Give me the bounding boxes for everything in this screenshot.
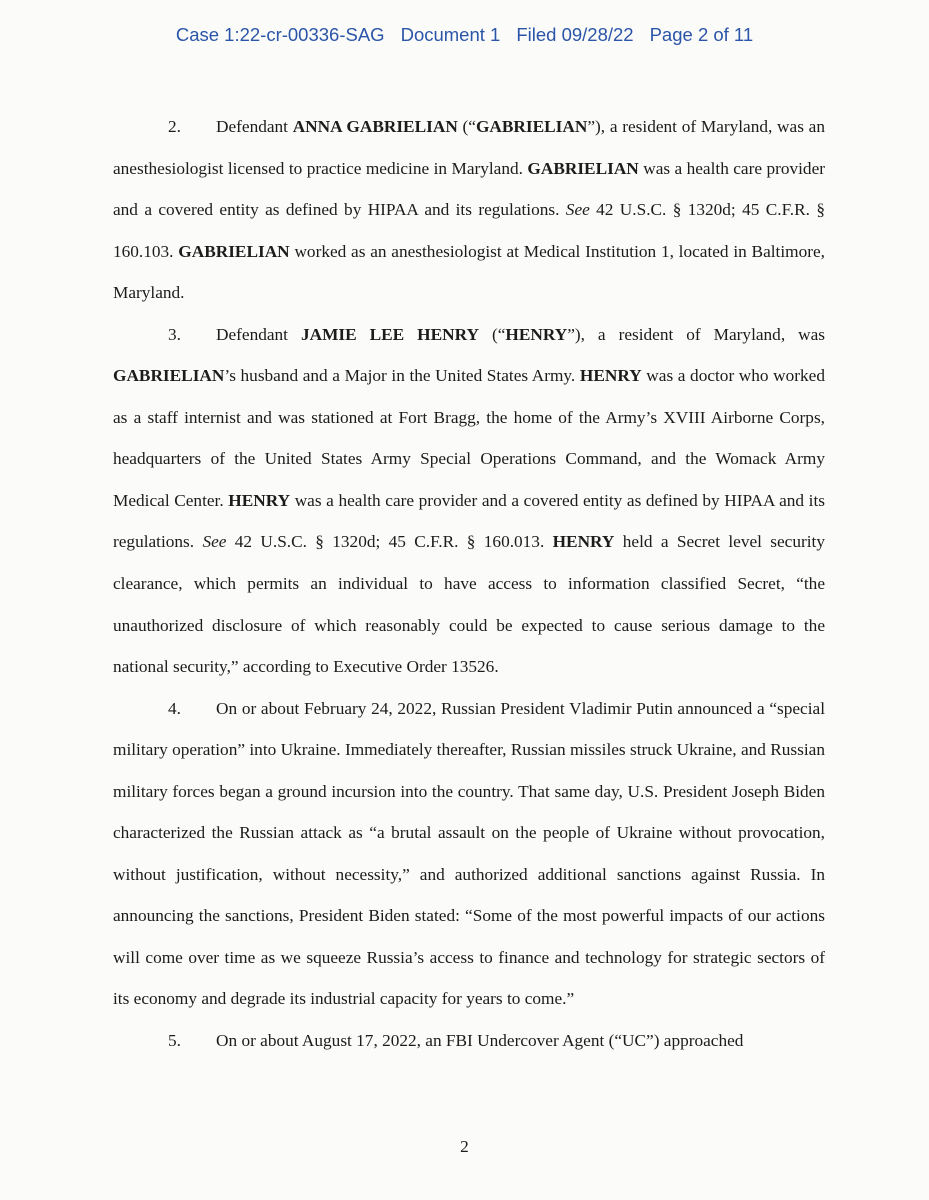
bold-name-text: GABRIELIAN [178, 241, 290, 261]
bold-name-text: GABRIELIAN [527, 158, 639, 178]
paragraph-text: On or about August 17, 2022, an FBI Undercover Agent (“UC”) approached [216, 1031, 744, 1051]
paragraph-text: Defendant [216, 117, 293, 136]
citation-signal: See [565, 200, 590, 220]
paragraph-text: (“ [457, 117, 476, 136]
numbered-paragraph [113, 314, 825, 688]
bold-name-text: HENRY [579, 366, 642, 386]
court-filing-header [0, 24, 929, 46]
citation-signal: See [202, 532, 227, 552]
paragraph-text: 42 U.S.C. § 1320d; 45 C.F.R. § 160.103. [113, 200, 825, 261]
numbered-paragraph [113, 106, 825, 314]
case-number: Case 1:22-cr-00336-SAG [175, 24, 385, 45]
filed-date: Filed 09/28/22 [516, 24, 634, 45]
paragraph-text: was a health care provider and a covered entity as defined by HIPAA and its regulations. [113, 490, 825, 552]
paragraph-text: was a health care provider and a covered entity as defined by HIPAA and its regulations. [113, 158, 825, 220]
paragraph-text: was a doctor who worked as a staff internist and was stationed at Fort Bragg, the home of the Army’s XVIII Airborne Corps, headquarters of the United States Army Special Operations Command, and the Womack Army Medical Center. [113, 366, 825, 510]
paragraph-text: ”), a resident of Maryland, was an anesthesiologist licensed to practice medicine in Maryland. [113, 117, 825, 178]
paragraph-text: (“ [478, 324, 506, 344]
paragraph-number: 4. [168, 698, 181, 718]
page-number: 2 [460, 1137, 469, 1156]
paragraph-text: 42 U.S.C. § 1320d; 45 C.F.R. § 160.013. [226, 532, 553, 552]
bold-name-text: HENRY [552, 532, 615, 552]
paragraph-number: 3. [168, 324, 181, 344]
document-body [113, 106, 825, 1062]
bold-name-text: JAMIE LEE HENRY [300, 324, 479, 344]
page-count: Page 2 of 11 [649, 24, 754, 45]
paragraph-text: On or about February 24, 2022, Russian President Vladimir Putin announced a “special military operation” into Ukraine. Immediately thereafter, Russian missiles struck Ukraine, and Russian military forces began a ground incursion into the country. That same day, U.S. President Joseph Biden characterized the Russian attack as “a brutal assault on the people of Ukraine without provocation, without justification, without necessity,” and authorized additional sanctions against Russia. In announcing the sanctions, President Biden stated: “Some of the most powerful impacts of our actions will come over time as we squeeze Russia’s access to finance and technology for strategic sectors of its economy and degrade its industrial capacity for years to come.” [113, 698, 825, 1009]
paragraph-text: ”), a resident of Maryland, was [567, 324, 825, 344]
document-number: Document 1 [400, 24, 501, 45]
paragraph-text: Defendant [216, 324, 301, 344]
paragraph-text: held a Secret level security clearance, which permits an individual to have access to information classified Secret, “the unauthorized disclosure of which reasonably could be expected to cause serious damage to the national security,” according to Executive Order 13526. [113, 532, 825, 677]
bold-name-text: GABRIELIAN [475, 117, 588, 136]
bold-name-text: GABRIELIAN [113, 366, 225, 386]
bold-name-text: HENRY [228, 490, 291, 510]
paragraph-number: 5. [168, 1031, 181, 1051]
numbered-paragraph [113, 1020, 825, 1062]
paragraph-text: worked as an anesthesiologist at Medical Institution 1, located in Baltimore, Maryland. [113, 241, 825, 303]
numbered-paragraph [113, 688, 825, 1020]
paragraph-number: 2. [168, 117, 181, 136]
paragraph-text: ’s husband and a Major in the United States Army. [224, 366, 580, 386]
bold-name-text: ANNA GABRIELIAN [292, 117, 458, 136]
bold-name-text: HENRY [505, 324, 568, 344]
